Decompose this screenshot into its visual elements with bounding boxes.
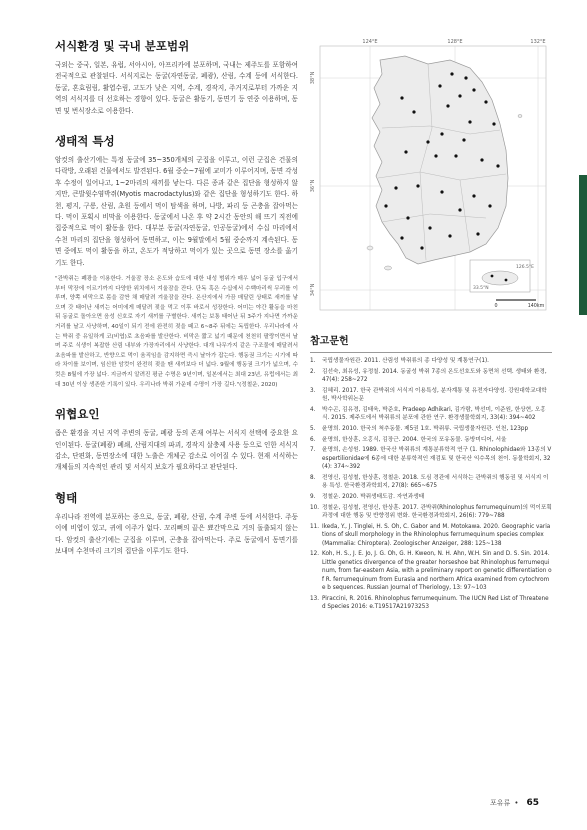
reference-text: 김혜리. 2017. 한국 관박쥐의 서식지 이용특성, 분자계통 및 유전자다양성. 강원대학교대학원, 박사학위논문 bbox=[322, 387, 547, 403]
references-title: 참고문헌 bbox=[310, 332, 552, 353]
reference-text: 전영신, 김성철, 한상훈, 정철운. 2018. 도심 경관에 서식하는 관박쥐의 행동권 및 서식지 이용 특성. 한국환경과학회지, 27(8): 665~675 bbox=[322, 474, 549, 490]
reference-text: Piraccini, R. 2016. Rhinolophus ferrumequinum. The IUCN Red List of Threatened Species 2016: e.T19517A21973253 bbox=[322, 595, 549, 611]
scale-end-label: 140km bbox=[527, 304, 545, 309]
chapter-side-tab bbox=[579, 175, 587, 315]
lon-label-1: 124°E bbox=[362, 39, 378, 45]
reference-number: 9. bbox=[310, 494, 316, 501]
page-footer bbox=[490, 798, 539, 808]
reference-item bbox=[310, 504, 552, 521]
reference-number: 3. bbox=[310, 387, 316, 394]
reference-text: 국립생물자원관. 2011. 산림성 박쥐류의 종 다양성 및 계통연구(1). bbox=[322, 358, 489, 364]
reference-item bbox=[310, 425, 552, 433]
ecology-body: 암컷의 출산기에는 특정 동굴에 35~350개체의 군집을 이루고, 이런 군집은 건물의 다락방, 오래된 건물에서도 발견된다. 6월 중순~7월에 교미가 이루어지며, 동면 각성 후 수정이 일어나고, 1~2마리의 새끼를 낳는다. 다른 종과 같은 집단을 형성하지 않지만, 큰발윗수염박쥐(Myotis macrodactylus)와 같은 집단을 형성하기도 한다. 하천, 평지, 구릉, 산림, 초원 등에서 먹이 탐색을 하며, 나방, 파리 등 곤충을 잡아먹는다. 먹이 포획시 비막을 이용한다. 동굴에서 나온 후 약 2시간 동안의 해 뜨기 직전에 집중적으로 먹이 활동을 한다. 대부분 동굴(자연동굴, 인공동굴)에서 수십 마리에서 수천 마리의 집단을 형성하여 동면하고, 이는 9월말에서 5월 중순까지 계속된다. 동면 중에도 먹이 활동을 하고, 온도가 적당하고 먹이가 있는 곳으로 동면 장소를 옮기기도 한다. bbox=[55, 156, 298, 267]
section-title-threat: 위협요인 bbox=[55, 407, 100, 422]
reference-item bbox=[310, 446, 552, 471]
reference-item bbox=[310, 595, 552, 612]
page-number: 65 bbox=[526, 798, 539, 808]
reference-text: 박수곤, 김유경, 김태욱, 박준호, Pradeep Adhikari, 김가람, 박선미, 이준원, 한상현, 오홍식. 2015. 제주도에서 박쥐류의 분포에 관한 연구. 환경생물학회지, 33(4): 394~402 bbox=[322, 406, 546, 422]
reference-item bbox=[310, 523, 552, 548]
footer-separator: • bbox=[514, 799, 519, 807]
reference-number: 2. bbox=[310, 368, 316, 375]
reference-text: 윤명희. 2010. 한국의 척추동물. 제5권 1호. 박쥐류. 국립생물자원관. 인천, 123pp bbox=[322, 426, 529, 433]
reference-number: 13. bbox=[310, 595, 320, 602]
section-form bbox=[55, 490, 298, 558]
form-body: 우리나라 전역에 분포하는 종으로, 동굴, 폐광, 산림, 수계 주변 등에 서식한다. 주둥이에 비엽이 있고, 귀에 이주가 없다. 꼬리뼈의 끝은 뾰간막으로 거의 돌출되지 않는다. 암컷의 출산기에는 군집을 이루며, 곤충을 잡아먹는다. 주로 동굴에서 동면기를 보내며 수천마리 크기의 집단을 이루기도 한다. bbox=[55, 512, 298, 556]
distribution-map bbox=[310, 38, 552, 318]
reference-text: 정철운, 김성철, 전영신, 한상훈. 2017. 관박쥐(Rhinolophus ferrumequinum)의 먹이포획 과정에 대한 행동 및 반향정위 변화. 한국환경과학회지, 26(6): 779~788 bbox=[322, 504, 552, 520]
lon-label-3: 132°E bbox=[530, 39, 546, 45]
footer-category: 포유류 bbox=[490, 799, 511, 807]
left-column bbox=[55, 38, 298, 573]
section-title-form: 형태 bbox=[55, 490, 78, 505]
reference-number: 6. bbox=[310, 436, 316, 443]
reference-item bbox=[310, 436, 552, 444]
lat-label-2: 36°N bbox=[310, 179, 316, 193]
reference-item bbox=[310, 357, 552, 365]
inset-lon-label: 126.5°E bbox=[516, 265, 534, 270]
reference-item bbox=[310, 550, 552, 592]
reference-text: 정철운. 2020. 박쥐생태도감. 자연과생태 bbox=[322, 494, 425, 501]
reference-text: 김선숙, 최유성, 유정칠. 2014. 동굴성 박쥐 7종의 온도선호도와 동면처 선택. 생태와 환경, 47(4): 258~272 bbox=[322, 368, 547, 384]
section-habitat bbox=[55, 38, 298, 117]
section-title-habitat: 서식환경 및 국내 분포범위 bbox=[55, 39, 190, 53]
reference-number: 8. bbox=[310, 474, 316, 481]
lat-label-3: 34°N bbox=[310, 283, 316, 297]
reference-item bbox=[310, 387, 552, 404]
reference-number: 11. bbox=[310, 523, 320, 530]
reference-item bbox=[310, 368, 552, 385]
reference-number: 12. bbox=[310, 551, 320, 558]
reference-number: 7. bbox=[310, 447, 316, 454]
section-threat bbox=[55, 406, 298, 474]
reference-number: 10. bbox=[310, 504, 320, 511]
reference-text: 윤명희, 한상훈, 오홍식, 김장근. 2004. 한국의 포유동물. 동방미디어, 서울 bbox=[322, 436, 507, 443]
reference-number: 4. bbox=[310, 406, 316, 413]
reference-number: 1. bbox=[310, 358, 316, 364]
habitat-body: 국외는 중국, 일본, 유럽, 서아시아, 아프리카에 분포하며, 국내는 제주도를 포함하여 전국적으로 관찰된다. 서식지로는 동굴(자연동굴, 폐광), 산림, 수계 등에 서식한다. 동굴, 혼효림림, 활엽수림, 고도가 낮은 지역, 수계, 경작지, 주거지로부터 가까운 지역의 서식지를 더 선호하는 경향이 있다. 동굴은 활동기, 동면기 등 연중 이용하며, 동면 및 번식장소로 이용한다. bbox=[55, 61, 298, 115]
threat-body: 좁은 환경을 지닌 지역 주변의 동굴, 폐광 등의 존재 여부는 서식지 선택에 중요한 요인이된다. 동굴(폐광) 폐쇄, 산림지대의 파괴, 경작지 살충제 사용 등으로 인한 서식지 감소, 단편화, 동면장소에 대한 노출은 개체군 감소로 이어질 수 있다. 현재 서식하는 개체들의 지속적인 관리 및 서식지 보호가 필요하다고 판단된다. bbox=[55, 429, 298, 472]
scale-start-label: 0 bbox=[494, 304, 498, 309]
section-ecology bbox=[55, 133, 298, 390]
reference-item bbox=[310, 474, 552, 491]
distribution-map-svg bbox=[310, 38, 552, 318]
ecology-quote: "관박쥐는 폐광을 이용한다. 거울잠 장소 온도와 습도에 대한 내성 범위가 매우 넓어 동굴 입구에서부터 막장에 이르기까지 다양한 위치에서 겨울잠을 잔다. 단독 혹은 수십에서 수백마리씩 무리를 이루며, 양쪽 비막으로 몸을 감싼 채 매달려 겨울잠을 잔다. 온산지에서 가끔 매달린 상태로 새끼를 낳으며 갓 태어난 새끼는 어미에게 매달려 젖을 먹고 이후 바로서 성장한다. 어미는 야간 활동을 마친 뒤 동굴로 돌아오면 음성 신호로 자기 새끼를 구별한다. 새끼는 보통 태어난 뒤 3주가 지나면 가까운 거리를 날고 사냥하며, 40일이 되기 전에 완전히 젖을 떼고 6~8주 뒤에는 독립한다. 우리나라에 사는 박쥐 중 유일하게 코(비엽)로 초음파를 발산한다. 비막은 짧고 넓기 때문에 천천히 팔랑이면서 날며 주로 식생이 복잡한 산림 내부와 가장자리에서 사냥한다. 대개 나무가지 같은 구조물에 매달려서 초음파를 발산하고, 반향으로 먹이 움직임을 감지하면 즉시 날아가 잡는다. 행동권 크기는 시기에 따라 차이를 보이며, 임신한 암컷이 완전히 젖을 땐 새끼보다 더 넓다. 9월에 행동권 크기가 넓으며, 수컷은 8월에 가장 넓다. 지금까지 알려진 평균 수명은 9년이며, 일본에서는 최대 23년, 유럽에서는 최대 30년 이상 생존한 기록이 있다. 우리나라 박쥐 가운데 수명이 가장 길다."(정철운, 2020) bbox=[55, 276, 298, 388]
inset-lat-label: 33.5°N bbox=[473, 286, 489, 291]
section-title-ecology: 생태적 특성 bbox=[55, 134, 115, 149]
reference-item bbox=[310, 406, 552, 423]
reference-text: 윤명희, 손성원. 1989. 한국산 박쥐류의 계통분류학적 연구 (1. Rhinolophidae와 13종의 Vespertilionidae에 6종에 대한 분류학적인 재검토 및 한국산 익수목의 천이. 동물학회지, 32(4): 374~392 bbox=[322, 447, 552, 471]
lat-label-1: 38°N bbox=[310, 71, 316, 85]
references-list bbox=[310, 357, 552, 612]
reference-item bbox=[310, 493, 552, 501]
reference-text: Koh, H. S., J. E. Jo, J. G. Oh, G. H. Kweon, N. H. Ahn, W.H. Sin and D. S. Sin. 2014. Little genetics divergence of the greater horseshoe bat Rhinolophus ferrumequinum, from far-eastern Asia, with a preliminary report on genetic differentiation of R. ferrumequinum from Eurasia and northern Africa examined from cytochrome b sequences. Russian Journal of Theriology, 13: 97~103 bbox=[322, 551, 552, 592]
reference-number: 5. bbox=[310, 426, 316, 433]
reference-text: Ikeda, Y., J. Tinglei, H. S. Oh, C. Gabor and M. Motokawa. 2020. Geographic variations of skull morphology in the Rhinolophus ferrumequinum species complex (Mammalia: Chiroptera). Zoologischer Anzeiger, 288: 125~138 bbox=[322, 523, 551, 547]
right-column bbox=[310, 38, 552, 614]
lon-label-2: 128°E bbox=[447, 39, 463, 45]
